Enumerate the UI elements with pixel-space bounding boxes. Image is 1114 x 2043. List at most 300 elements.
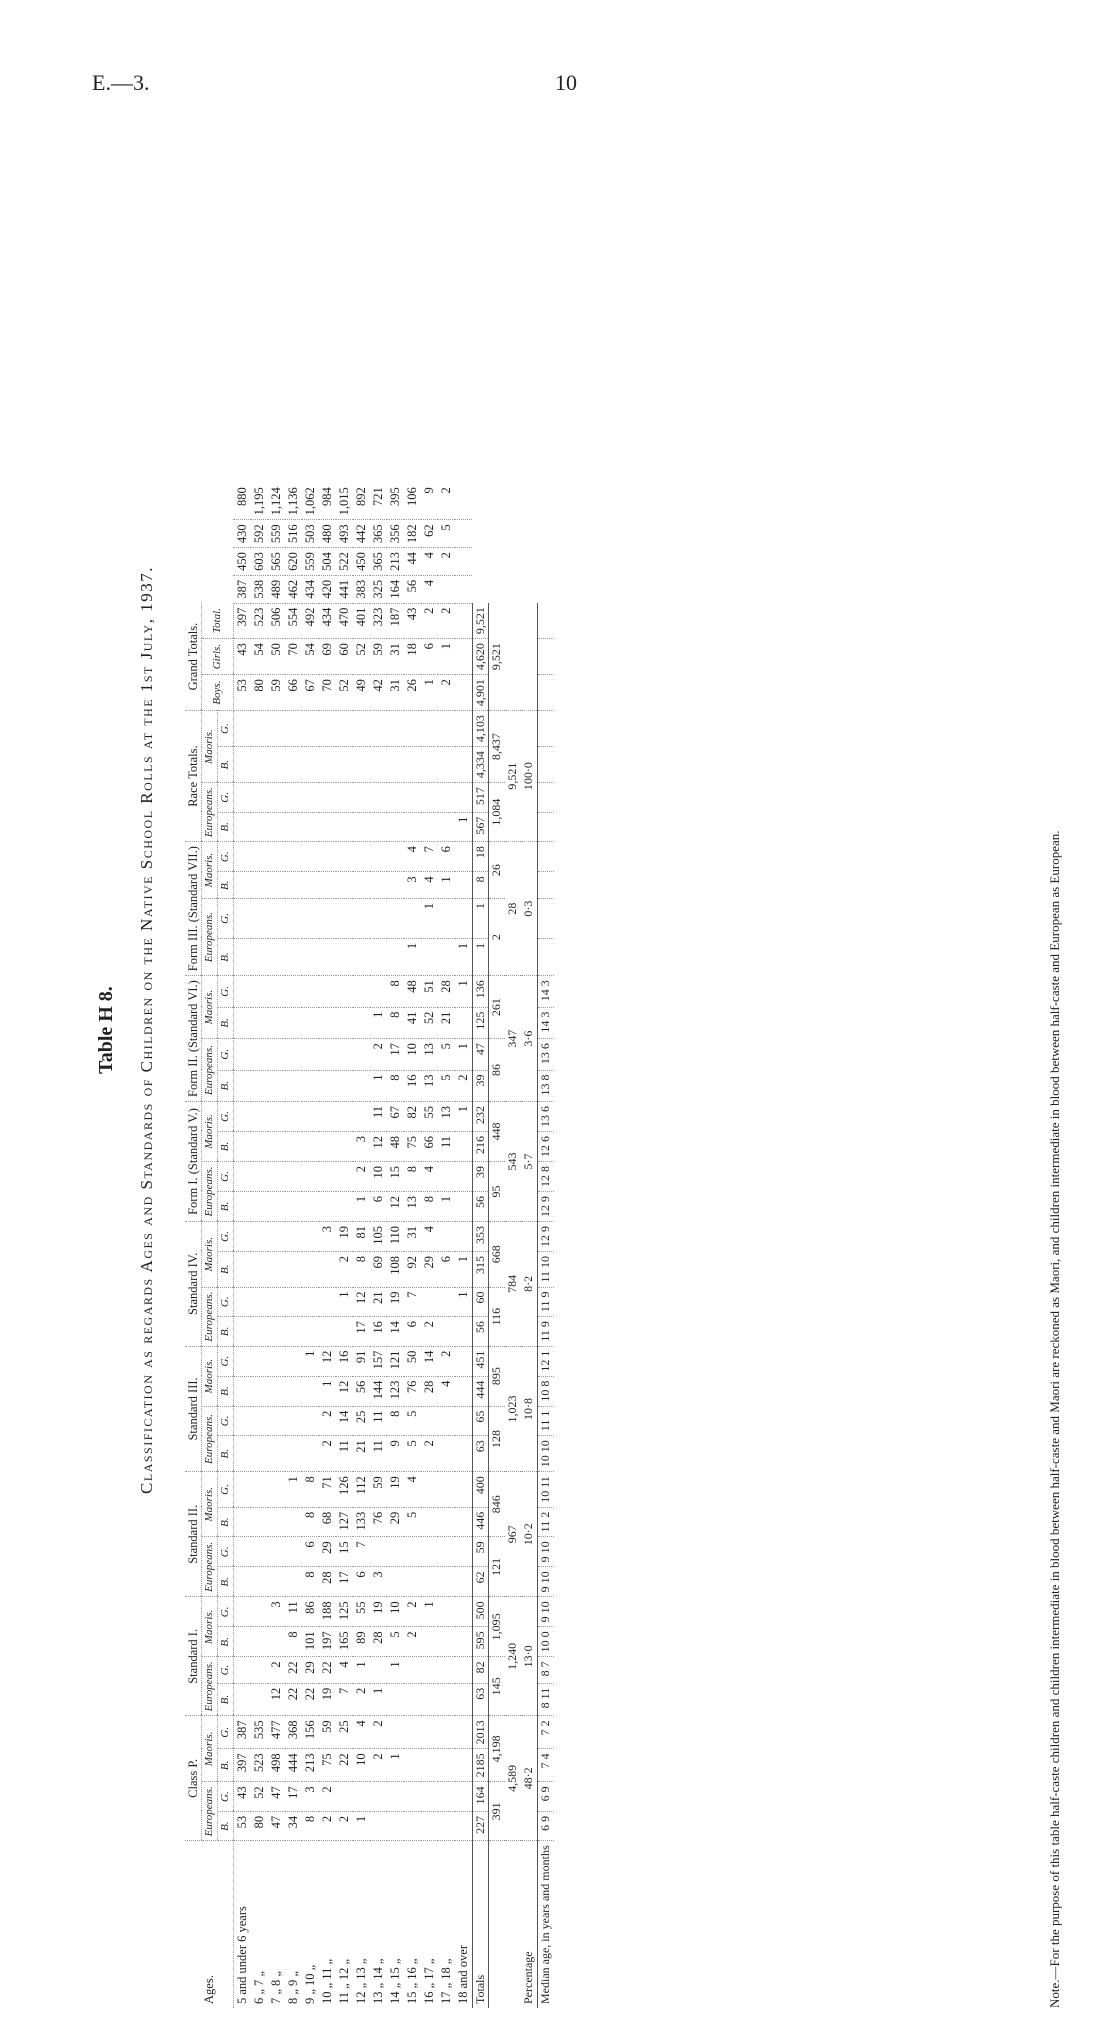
table-cell	[455, 520, 473, 548]
median-cell: 12 6	[537, 1131, 553, 1161]
table-cell	[251, 1101, 268, 1131]
combined-total-cell: 8,437	[489, 711, 505, 783]
table-cell: 6	[421, 639, 438, 675]
table-cell: 1	[438, 1191, 455, 1221]
table-cell	[455, 1131, 473, 1161]
table-cell	[438, 1537, 455, 1567]
table-cell: 4	[336, 1657, 353, 1683]
median-cell	[537, 747, 553, 783]
table-cell: 1	[455, 1287, 473, 1317]
table-cell: 8	[387, 1070, 404, 1101]
table-cell	[319, 1191, 336, 1221]
percentage-label: Percentage	[521, 1951, 536, 2004]
table-cell	[268, 899, 285, 939]
table-cell	[285, 938, 302, 975]
combined-total-cell: 261	[489, 976, 505, 1039]
table-cell	[438, 1657, 455, 1683]
table-cell: 3	[268, 1597, 285, 1627]
combined-total-cell: 26	[489, 842, 505, 899]
table-cell	[319, 812, 336, 842]
table-cell	[251, 872, 268, 899]
table-cell	[319, 1070, 336, 1101]
total-cell: 56	[472, 1191, 489, 1221]
table-note: Note.—For the purpose of this table half-caste children and children intermediate in blood between half-caste and Maori are reckoned as Maori, and children intermediate in blood between half-caste and European as European.	[1047, 830, 1062, 2008]
table-cell: 7	[336, 1683, 353, 1716]
table-cell	[233, 1597, 251, 1627]
table-cell: 28	[319, 1567, 336, 1597]
table-cell: 69	[319, 639, 336, 675]
total-cell: 315	[472, 1251, 489, 1287]
table-cell	[285, 1507, 302, 1537]
girls-col-heading: G.	[218, 899, 234, 939]
table-cell: 9	[387, 1436, 404, 1472]
table-cell: 125	[336, 1597, 353, 1627]
table-cell	[370, 842, 387, 872]
total-cell: 2013	[472, 1716, 489, 1749]
percentage-cell: 48·2	[521, 1716, 537, 1841]
table-cell	[336, 1070, 353, 1101]
table-cell: 54	[302, 639, 319, 675]
table-cell	[268, 976, 285, 1007]
table-cell: 66	[285, 675, 302, 711]
table-cell: 76	[370, 1507, 387, 1537]
table-cell: 8	[285, 1627, 302, 1657]
table-cell: 6	[370, 1191, 387, 1221]
table-cell	[233, 1191, 251, 1221]
group-heading: Standard IV.	[185, 1221, 202, 1346]
table-cell: 16	[370, 1317, 387, 1347]
rotated-table-page	[65, 40, 1105, 2020]
table-cell	[421, 1287, 438, 1317]
table-cell: 5	[438, 520, 455, 548]
table-cell	[285, 1161, 302, 1191]
table-cell: 156	[302, 1716, 319, 1749]
table-cell	[404, 1537, 421, 1567]
table-cell	[302, 747, 319, 783]
table-cell	[285, 1039, 302, 1070]
table-cell: 1	[353, 1811, 370, 1841]
table-cell	[233, 1287, 251, 1317]
combined-total-cell: 86	[489, 1039, 505, 1102]
table-cell	[404, 1749, 421, 1782]
table-cell	[421, 1406, 438, 1436]
girls-col-heading: G.	[218, 1101, 234, 1131]
median-cell: 11 2	[537, 1507, 553, 1537]
total-cell: 62	[472, 1567, 489, 1597]
table-cell	[455, 1597, 473, 1627]
table-cell: 1	[353, 1657, 370, 1683]
median-cell: 14 3	[537, 1007, 553, 1038]
table-cell: 1	[455, 976, 473, 1007]
table-cell: 522	[336, 548, 353, 576]
table-cell: 213	[302, 1749, 319, 1782]
table-cell: 80	[251, 675, 268, 711]
table-cell: 2	[438, 603, 455, 639]
median-cell: 7 4	[537, 1749, 553, 1782]
total-cell: 517	[472, 783, 489, 813]
table-cell: 523	[251, 1749, 268, 1782]
table-cell: 2	[268, 1657, 285, 1683]
table-cell	[233, 1317, 251, 1347]
table-cell	[233, 1039, 251, 1070]
total-cell: 39	[472, 1161, 489, 1191]
age-label: 14 „ 15 „	[387, 1958, 402, 2004]
table-cell	[404, 1657, 421, 1683]
table-cell	[285, 812, 302, 842]
table-cell	[370, 1657, 387, 1683]
table-cell	[421, 1716, 438, 1749]
table-cell	[455, 483, 473, 520]
table-cell	[404, 812, 421, 842]
group-heading: Grand Totals.	[185, 603, 202, 711]
table-cell	[421, 1507, 438, 1537]
girls-col-heading: G.	[218, 1597, 234, 1627]
table-cell	[268, 1507, 285, 1537]
percentage-cell: 5·7	[521, 1101, 537, 1221]
totals-label: Totals	[472, 1841, 489, 2008]
table-cell: 25	[353, 1406, 370, 1436]
total-cell: 2185	[472, 1749, 489, 1782]
boys-col-heading: B.	[218, 1251, 234, 1287]
total-cell: 164	[472, 1782, 489, 1812]
median-cell: 14 3	[537, 976, 553, 1007]
table-cell: 14	[387, 1317, 404, 1347]
table-cell	[404, 1683, 421, 1716]
total-cell: 1	[472, 938, 489, 975]
table-cell	[268, 1287, 285, 1317]
percentage-cell: 0·3	[521, 842, 537, 976]
table-cell: 1	[438, 872, 455, 899]
table-cell	[387, 899, 404, 939]
total-cell: 444	[472, 1376, 489, 1406]
table-cell	[438, 1749, 455, 1782]
table-cell	[302, 976, 319, 1007]
table-cell: 603	[251, 548, 268, 576]
table-cell: 2	[438, 483, 455, 520]
median-cell: 9 10	[537, 1567, 553, 1597]
table-cell: 105	[370, 1221, 387, 1251]
total-cell: 47	[472, 1039, 489, 1070]
table-cell: 75	[404, 1131, 421, 1161]
table-cell	[268, 1346, 285, 1376]
table-cell: 1	[370, 1070, 387, 1101]
table-cell: 477	[268, 1716, 285, 1749]
table-cell: 892	[353, 483, 370, 520]
table-cell: 5	[404, 1507, 421, 1537]
table-cell	[455, 1567, 473, 1597]
table-cell	[404, 899, 421, 939]
table-cell	[421, 938, 438, 975]
table-cell: 49	[353, 675, 370, 711]
table-cell	[319, 747, 336, 783]
table-cell	[285, 1251, 302, 1287]
table-cell: 5	[438, 1070, 455, 1101]
table-cell: 2	[319, 1782, 336, 1812]
table-cell	[370, 711, 387, 747]
table-cell: 16	[336, 1346, 353, 1376]
table-cell	[438, 575, 455, 603]
table-cell	[302, 1007, 319, 1038]
combined-total-cell: 448	[489, 1101, 505, 1161]
europeans-heading: Europeans.	[202, 1782, 218, 1841]
group-total-cell: 784	[505, 1221, 521, 1346]
table-cell	[370, 899, 387, 939]
group-heading: Race Totals.	[185, 711, 202, 842]
table-cell: 188	[319, 1597, 336, 1627]
table-cell	[438, 1406, 455, 1436]
table-cell	[302, 938, 319, 975]
table-cell: 22	[285, 1683, 302, 1716]
girls-col-heading: G.	[218, 1287, 234, 1317]
table-row	[233, 483, 251, 2008]
table-cell: 13	[421, 1070, 438, 1101]
table-cell	[438, 1782, 455, 1812]
table-cell	[387, 1567, 404, 1597]
table-cell: 1	[455, 1039, 473, 1070]
percentage-cell: 10·8	[521, 1346, 537, 1472]
table-cell: 368	[285, 1716, 302, 1749]
table-cell	[319, 872, 336, 899]
table-cell	[319, 938, 336, 975]
table-cell: 26	[404, 675, 421, 711]
classification-table	[185, 483, 554, 2008]
table-cell	[251, 1406, 268, 1436]
table-cell: 15	[336, 1537, 353, 1567]
median-cell	[537, 842, 553, 872]
combined-total-cell: 1,084	[489, 783, 505, 842]
median-cell: 7 2	[537, 1716, 553, 1749]
table-cell	[285, 899, 302, 939]
total-cell: 39	[472, 1070, 489, 1101]
table-cell: 2	[353, 1683, 370, 1716]
table-cell: 31	[387, 675, 404, 711]
table-cell: 434	[319, 603, 336, 639]
table-cell	[353, 1101, 370, 1131]
table-cell: 444	[285, 1749, 302, 1782]
maoris-heading: Maoris.	[202, 976, 218, 1039]
median-cell: 13 6	[537, 1101, 553, 1131]
table-cell	[455, 1811, 473, 1841]
table-cell: 43	[233, 1782, 251, 1812]
table-cell: 2	[319, 1436, 336, 1472]
boys-col-heading: B.	[218, 1317, 234, 1347]
table-cell: 6	[302, 1537, 319, 1567]
table-cell	[285, 1346, 302, 1376]
table-cell: 1	[455, 1101, 473, 1131]
table-cell: 2	[353, 1161, 370, 1191]
table-cell: 34	[285, 1811, 302, 1841]
table-cell: 56	[353, 1376, 370, 1406]
table-cell	[319, 783, 336, 813]
table-cell	[251, 1007, 268, 1038]
table-cell: 2	[336, 1251, 353, 1287]
table-cell	[285, 1101, 302, 1131]
table-cell: 8	[404, 1161, 421, 1191]
group-total-cell: 347	[505, 976, 521, 1102]
girls-col-heading: G.	[218, 976, 234, 1007]
table-cell: 493	[336, 520, 353, 548]
total-cell: 232	[472, 1101, 489, 1131]
table-cell	[268, 1537, 285, 1567]
table-cell	[251, 1627, 268, 1657]
table-cell: 365	[370, 548, 387, 576]
age-label: 6 „ 7 „	[251, 1971, 266, 2004]
table-cell: 48	[387, 1131, 404, 1161]
table-cell	[233, 1406, 251, 1436]
median-cell: 12 1	[537, 1346, 553, 1376]
table-cell	[421, 1811, 438, 1841]
table-cell	[438, 711, 455, 747]
table-cell	[302, 872, 319, 899]
table-cell	[387, 938, 404, 975]
table-row	[455, 483, 473, 2008]
table-cell: 144	[370, 1376, 387, 1406]
table-cell: 11	[285, 1597, 302, 1627]
table-cell: 5	[404, 1436, 421, 1472]
table-cell: 59	[268, 675, 285, 711]
table-cell	[455, 548, 473, 576]
table-cell	[302, 1131, 319, 1161]
table-cell: 559	[302, 548, 319, 576]
table-cell: 52	[353, 639, 370, 675]
total-cell: 595	[472, 1627, 489, 1657]
total-cell: 63	[472, 1436, 489, 1472]
median-cell	[537, 872, 553, 899]
table-cell: 60	[336, 639, 353, 675]
median-cell: 9 10	[537, 1537, 553, 1567]
table-cell	[336, 1191, 353, 1221]
table-cell	[233, 1376, 251, 1406]
table-cell: 53	[233, 1811, 251, 1841]
combined-total-cell: 95	[489, 1161, 505, 1221]
table-cell	[353, 976, 370, 1007]
table-cell	[336, 872, 353, 899]
table-cell	[251, 1191, 268, 1221]
table-cell	[319, 1007, 336, 1038]
age-label: 16 „ 17 „	[421, 1958, 436, 2004]
table-cell	[455, 1683, 473, 1716]
table-cell: 620	[285, 548, 302, 576]
total-cell: 4,901	[472, 675, 489, 711]
median-cell: 12 8	[537, 1161, 553, 1191]
table-cell: 18	[404, 639, 421, 675]
table-cell: 59	[319, 1716, 336, 1749]
total-cell: 1	[472, 899, 489, 939]
table-cell	[251, 1567, 268, 1597]
table-cell	[285, 842, 302, 872]
table-cell: 3	[370, 1567, 387, 1597]
table-cell: 68	[319, 1507, 336, 1537]
table-cell	[251, 783, 268, 813]
combined-total-cell: 121	[489, 1537, 505, 1597]
boys-col-heading: B.	[218, 872, 234, 899]
table-cell	[233, 842, 251, 872]
boys-col-heading: B.	[218, 1191, 234, 1221]
table-cell: 984	[319, 483, 336, 520]
group-total-cell: 9,521	[505, 711, 521, 842]
table-cell: 2	[438, 1346, 455, 1376]
table-cell: 8	[387, 1406, 404, 1436]
table-cell	[268, 1039, 285, 1070]
table-cell	[251, 1472, 268, 1508]
table-cell	[285, 1376, 302, 1406]
table-cell: 19	[370, 1597, 387, 1627]
table-cell	[336, 1039, 353, 1070]
table-cell: 121	[387, 1346, 404, 1376]
group-total-cell: 4,589	[505, 1716, 521, 1841]
table-cell	[387, 872, 404, 899]
table-cell	[421, 1537, 438, 1567]
table-cell: 323	[370, 603, 387, 639]
table-cell	[455, 1507, 473, 1537]
table-cell	[302, 1287, 319, 1317]
table-cell	[251, 711, 268, 747]
total-cell: 567	[472, 812, 489, 842]
table-cell: 13	[404, 1191, 421, 1221]
table-row	[387, 483, 404, 2008]
table-cell: 498	[268, 1749, 285, 1782]
table-cell	[421, 711, 438, 747]
table-cell: 197	[319, 1627, 336, 1657]
table-row	[251, 483, 268, 2008]
table-row	[285, 483, 302, 2008]
table-cell	[268, 1317, 285, 1347]
table-cell	[319, 842, 336, 872]
table-cell: 1	[387, 1657, 404, 1683]
table-cell	[319, 1317, 336, 1347]
table-cell: 535	[251, 1716, 268, 1749]
median-cell: 10 0	[537, 1627, 553, 1657]
table-row	[336, 483, 353, 2008]
table-cell: 2	[404, 1627, 421, 1657]
table-cell	[251, 1287, 268, 1317]
table-cell	[302, 1251, 319, 1287]
table-cell: 59	[370, 1472, 387, 1508]
table-cell: 387	[233, 1716, 251, 1749]
table-cell	[233, 1131, 251, 1161]
table-cell	[319, 1039, 336, 1070]
table-cell: 7	[404, 1287, 421, 1317]
combined-total-cell: 116	[489, 1287, 505, 1346]
table-cell	[233, 1221, 251, 1251]
group-total-cell: 1,240	[505, 1597, 521, 1716]
table-cell: 21	[438, 1007, 455, 1038]
table-cell	[251, 1537, 268, 1567]
table-cell	[251, 1039, 268, 1070]
percentage-cell: 13·0	[521, 1597, 537, 1716]
maoris-heading: Maoris.	[202, 1346, 218, 1406]
table-cell	[421, 783, 438, 813]
table-cell	[285, 1287, 302, 1317]
total-cell: 227	[472, 1811, 489, 1841]
table-cell: 70	[319, 675, 336, 711]
table-cell: 25	[336, 1716, 353, 1749]
table-cell: 2	[421, 1317, 438, 1347]
table-cell	[268, 812, 285, 842]
table-cell: 4	[421, 872, 438, 899]
table-cell: 1	[302, 1346, 319, 1376]
table-cell	[268, 938, 285, 975]
table-cell: 187	[387, 603, 404, 639]
table-cell: 13	[421, 1039, 438, 1070]
table-cell: 2	[421, 603, 438, 639]
table-cell	[387, 812, 404, 842]
table-cell: 565	[268, 548, 285, 576]
table-cell: 559	[268, 520, 285, 548]
group-total-cell: 1,023	[505, 1346, 521, 1472]
table-cell: 3	[302, 1782, 319, 1812]
table-cell: 11	[438, 1131, 455, 1161]
